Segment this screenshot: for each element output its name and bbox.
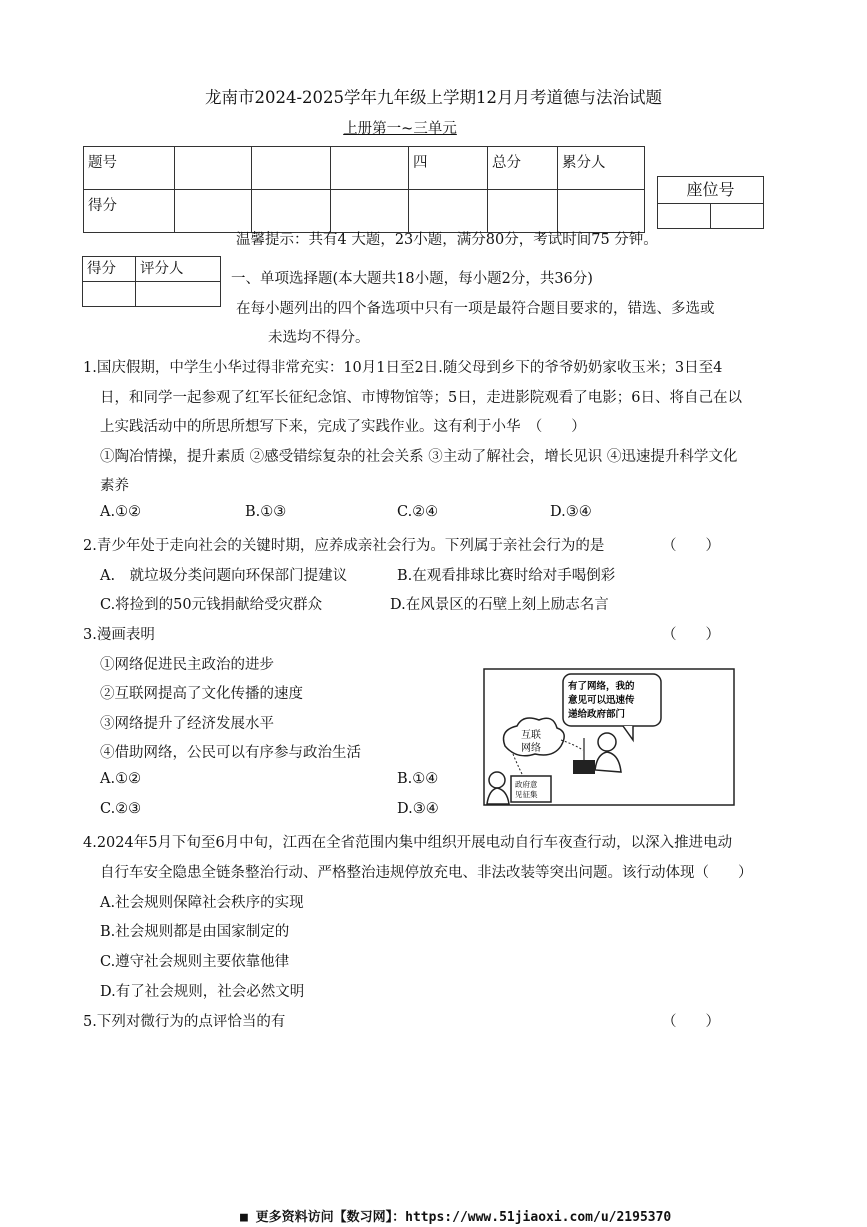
score-table-cell: 题号 xyxy=(84,147,175,190)
seat-label: 座位号 xyxy=(658,177,764,204)
option-a[interactable]: A.①② xyxy=(100,771,142,787)
exam-subtitle: 上册第一~三单元 xyxy=(343,121,457,137)
score-table-cell xyxy=(175,190,252,233)
option-b[interactable]: B.在观看排球比赛时给对手喝倒彩 xyxy=(397,568,616,584)
question-1-statements: 素养 xyxy=(100,478,129,494)
exam-tip: 温馨提示：共有4 大题，23小题，满分80分，考试时间75 分钟。 xyxy=(236,232,658,248)
question-1-statements: ①陶冶情操，提升素质 ②感受错综复杂的社会关系 ③主动了解社会，增长见识 ④迅速提升科学文化 xyxy=(100,449,738,465)
cloud-text: 网络 xyxy=(521,743,541,754)
option-b[interactable]: B.①③ xyxy=(245,504,287,520)
bubble-text: 有了网络，我的 xyxy=(568,681,635,692)
score-table-header-row xyxy=(84,147,645,190)
footer-link[interactable]: ■ 更多资料访问【数习网】：https://www.51jiaoxi.com/u/2195370 xyxy=(240,1210,672,1225)
cloud-text: 互联 xyxy=(521,730,541,741)
option-d[interactable]: D.③④ xyxy=(550,504,592,520)
option-c[interactable]: C.将捡到的50元钱捐献给受灾群众 xyxy=(100,597,323,613)
question-1-stem: 日，和同学一起参观了红军长征纪念馆、市博物馆等；5日，走进影院观看了电影；6日、将自己在以 xyxy=(100,390,742,406)
question-4-stem: 4.2024年5月下旬至6月中旬，江西在全省范围内集中组织开展电动自行车夜查行动，以深入推进电动 xyxy=(83,835,733,851)
answer-paren: （ ） xyxy=(662,538,720,554)
question-1-stem: 1.国庆假期，中学生小华过得非常充实：10月1日至2日.随父母到乡下的爷爷奶奶家收玉米；3日至4 xyxy=(83,360,723,376)
section-instruction: 在每小题列出的四个备选项中只有一项是最符合题目要求的，错选、多选或 xyxy=(236,301,715,317)
seat-table xyxy=(657,176,764,229)
question-3-stem: 3.漫画表明 xyxy=(83,627,155,643)
grader-score-label: 得分 xyxy=(83,257,136,282)
question-3-statement: ①网络促进民主政治的进步 xyxy=(100,657,274,673)
answer-paren: （ ） xyxy=(662,1014,720,1030)
grader-table xyxy=(82,256,221,307)
question-3-statement: ③网络提升了经济发展水平 xyxy=(100,716,274,732)
section-instruction: 未选均不得分。 xyxy=(268,330,370,346)
grader-name-label: 评分人 xyxy=(136,257,221,282)
seat-cell xyxy=(658,204,711,229)
section-heading: 一、单项选择题(本大题共18小题，每小题2分，共36分) xyxy=(231,271,593,287)
question-4-stem: 自行车安全隐患全链条整治行动、严格整治违规停放充电、非法改装等突出问题。该行动体现（ ） xyxy=(100,865,753,881)
screen-text: 政府意 xyxy=(515,780,538,789)
option-d[interactable]: D.③④ xyxy=(397,801,439,817)
option-a[interactable]: A. 就垃圾分类问题向环保部门提建议 xyxy=(100,568,348,584)
bubble-text: 递给政府部门 xyxy=(568,709,626,720)
score-table-cell: 得分 xyxy=(84,190,175,233)
score-table-cell xyxy=(252,147,331,190)
option-d[interactable]: D.有了社会规则，社会必然文明 xyxy=(100,984,305,1000)
cartoon-illustration xyxy=(483,668,735,806)
score-table-score-row xyxy=(84,190,645,233)
question-1-stem: 上实践活动中的所思所想写下来，完成了实践作业。这有利于小华 （ ） xyxy=(100,419,586,435)
score-table-cell: 四 xyxy=(409,147,488,190)
option-b[interactable]: B.①④ xyxy=(397,771,439,787)
question-3-statement: ④借助网络，公民可以有序参与政治生活 xyxy=(100,745,361,761)
seat-cell xyxy=(711,204,764,229)
option-c[interactable]: C.②③ xyxy=(100,801,142,817)
grader-cell xyxy=(83,282,136,307)
answer-paren: （ ） xyxy=(662,627,720,643)
question-5-stem: 5.下列对微行为的点评恰当的有 xyxy=(83,1014,286,1030)
score-table-cell xyxy=(488,190,558,233)
grader-cell xyxy=(136,282,221,307)
option-c[interactable]: C.遵守社会规则主要依靠他律 xyxy=(100,954,290,970)
score-table-cell xyxy=(252,190,331,233)
option-b[interactable]: B.社会规则都是由国家制定的 xyxy=(100,924,290,940)
bubble-text: 意见可以迅速传 xyxy=(568,695,635,706)
score-table-cell xyxy=(331,190,409,233)
option-a[interactable]: A.①② xyxy=(100,504,142,520)
score-table-cell: 总分 xyxy=(488,147,558,190)
score-table-cell xyxy=(175,147,252,190)
screen-text: 见征集 xyxy=(515,790,538,799)
option-d[interactable]: D.在风景区的石壁上刻上励志名言 xyxy=(390,597,609,613)
exam-title: 龙南市2024-2025学年九年级上学期12月月考道德与法治试题 xyxy=(204,88,663,107)
score-table-cell: 累分人 xyxy=(558,147,645,190)
score-table-cell xyxy=(331,147,409,190)
question-2-stem: 2.青少年处于走向社会的关键时期，应养成亲社会行为。下列属于亲社会行为的是 xyxy=(83,538,605,554)
score-table xyxy=(83,146,645,233)
option-a[interactable]: A.社会规则保障社会秩序的实现 xyxy=(100,895,304,911)
option-c[interactable]: C.②④ xyxy=(397,504,439,520)
question-3-statement: ②互联网提高了文化传播的速度 xyxy=(100,686,303,702)
score-table-cell xyxy=(409,190,488,233)
score-table-cell xyxy=(558,190,645,233)
